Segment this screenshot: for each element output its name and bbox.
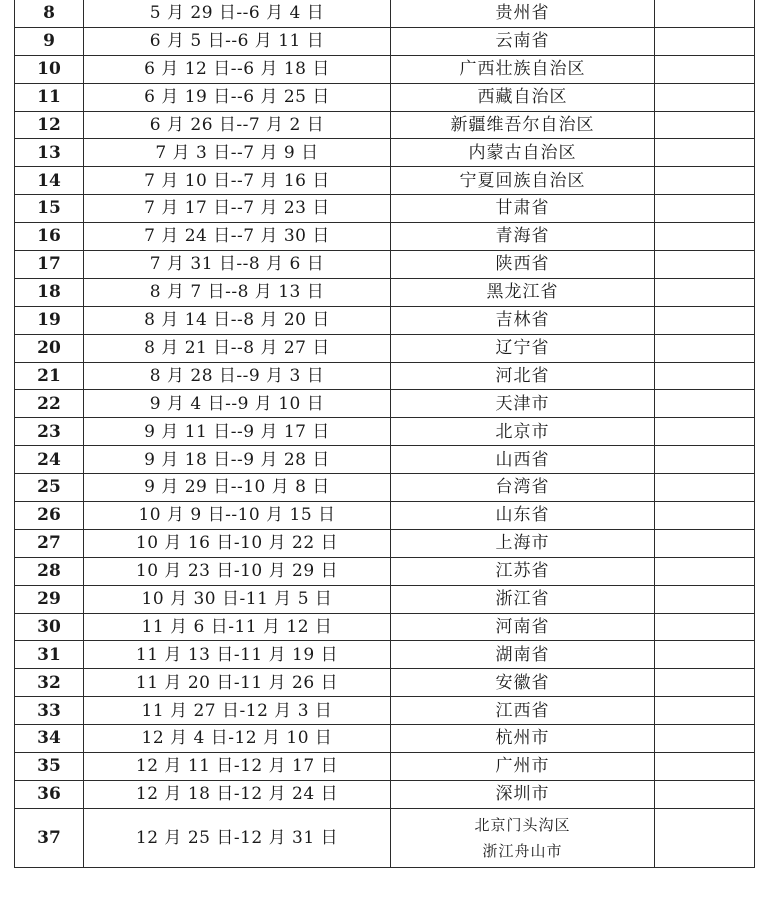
region-cell <box>391 306 655 334</box>
date-range-cell: 5 月 29 日--6 月 4 日 <box>84 0 391 27</box>
region-cell <box>391 223 655 251</box>
region-name: 宁夏回族自治区 <box>459 170 586 191</box>
table-row <box>15 306 755 334</box>
region-cell <box>391 27 655 55</box>
region-name: 浙江舟山市 <box>482 841 563 860</box>
region-name: 新疆维吾尔自治区 <box>450 114 595 135</box>
region-cell <box>391 557 655 585</box>
table-row <box>15 362 755 390</box>
date-range-cell: 9 月 4 日--9 月 10 日 <box>84 390 391 418</box>
table-row <box>15 529 755 557</box>
date-range-cell: 8 月 7 日--8 月 13 日 <box>84 278 391 306</box>
table-row <box>15 223 755 251</box>
remarks-cell <box>655 808 755 867</box>
table-row <box>15 334 755 362</box>
remarks-cell <box>655 529 755 557</box>
row-number-cell: 24 <box>15 446 84 474</box>
row-number-cell: 18 <box>15 278 84 306</box>
region-cell <box>391 83 655 111</box>
date-range-cell: 6 月 5 日--6 月 11 日 <box>84 27 391 55</box>
region-name: 青海省 <box>495 226 550 247</box>
region-cell <box>391 669 655 697</box>
table-row <box>15 808 755 867</box>
remarks-cell <box>655 223 755 251</box>
row-number-cell: 28 <box>15 557 84 585</box>
region-name: 河北省 <box>495 365 550 386</box>
region-name: 天津市 <box>495 393 550 414</box>
row-number-cell: 19 <box>15 306 84 334</box>
region-cell <box>391 251 655 279</box>
remarks-cell <box>655 474 755 502</box>
remarks-cell <box>655 390 755 418</box>
date-range-cell: 9 月 18 日--9 月 28 日 <box>84 446 391 474</box>
date-range-cell: 6 月 19 日--6 月 25 日 <box>84 83 391 111</box>
region-name: 山西省 <box>495 449 550 470</box>
date-range-cell: 10 月 23 日-10 月 29 日 <box>84 557 391 585</box>
region-cell <box>391 362 655 390</box>
row-number-cell: 34 <box>15 725 84 753</box>
region-cell <box>391 613 655 641</box>
date-range-cell: 9 月 11 日--9 月 17 日 <box>84 418 391 446</box>
row-number-cell: 35 <box>15 753 84 781</box>
region-cell <box>391 502 655 530</box>
row-number-cell: 20 <box>15 334 84 362</box>
remarks-cell <box>655 725 755 753</box>
date-range-cell: 12 月 4 日-12 月 10 日 <box>84 725 391 753</box>
region-cell <box>391 697 655 725</box>
remarks-cell <box>655 502 755 530</box>
schedule-table <box>14 0 755 868</box>
remarks-cell <box>655 362 755 390</box>
region-name: 西藏自治区 <box>477 86 568 107</box>
remarks-cell <box>655 111 755 139</box>
date-range-cell: 7 月 17 日--7 月 23 日 <box>84 195 391 223</box>
remarks-cell <box>655 83 755 111</box>
date-range-cell: 10 月 9 日--10 月 15 日 <box>84 502 391 530</box>
row-number-cell: 16 <box>15 223 84 251</box>
region-name: 河南省 <box>495 616 550 637</box>
date-range-cell: 11 月 20 日-11 月 26 日 <box>84 669 391 697</box>
table-row <box>15 167 755 195</box>
table-row <box>15 55 755 83</box>
row-number-cell: 29 <box>15 585 84 613</box>
date-range-cell: 7 月 31 日--8 月 6 日 <box>84 251 391 279</box>
date-range-cell: 11 月 27 日-12 月 3 日 <box>84 697 391 725</box>
region-cell <box>391 753 655 781</box>
region-name: 台湾省 <box>495 477 550 498</box>
region-cell <box>391 725 655 753</box>
table-row <box>15 557 755 585</box>
region-name: 云南省 <box>495 31 550 52</box>
date-range-cell: 11 月 6 日-11 月 12 日 <box>84 613 391 641</box>
table-row <box>15 195 755 223</box>
table-row <box>15 585 755 613</box>
remarks-cell <box>655 195 755 223</box>
table-row <box>15 27 755 55</box>
date-range-cell: 11 月 13 日-11 月 19 日 <box>84 641 391 669</box>
date-range-cell: 12 月 18 日-12 月 24 日 <box>84 780 391 808</box>
region-cell <box>391 334 655 362</box>
remarks-cell <box>655 753 755 781</box>
table-row <box>15 669 755 697</box>
remarks-cell <box>655 334 755 362</box>
date-range-cell: 12 月 11 日-12 月 17 日 <box>84 753 391 781</box>
remarks-cell <box>655 641 755 669</box>
remarks-cell <box>655 780 755 808</box>
table-row <box>15 725 755 753</box>
region-cell <box>391 390 655 418</box>
date-range-cell: 12 月 25 日-12 月 31 日 <box>84 808 391 867</box>
schedule-document <box>14 0 750 890</box>
region-cell <box>391 808 655 867</box>
remarks-cell <box>655 0 755 27</box>
date-range-cell: 7 月 3 日--7 月 9 日 <box>84 139 391 167</box>
region-cell <box>391 195 655 223</box>
row-number-cell: 36 <box>15 780 84 808</box>
remarks-cell <box>655 557 755 585</box>
remarks-cell <box>655 613 755 641</box>
region-name: 北京门头沟区 <box>474 815 571 834</box>
table-row <box>15 418 755 446</box>
row-number-cell: 25 <box>15 474 84 502</box>
date-range-cell: 9 月 29 日--10 月 8 日 <box>84 474 391 502</box>
table-row <box>15 83 755 111</box>
table-row <box>15 753 755 781</box>
region-name: 上海市 <box>495 533 550 554</box>
region-name: 陕西省 <box>495 254 550 275</box>
table-row <box>15 780 755 808</box>
date-range-cell: 6 月 12 日--6 月 18 日 <box>84 55 391 83</box>
table-row <box>15 278 755 306</box>
table-row <box>15 139 755 167</box>
region-name: 黑龙江省 <box>486 282 559 303</box>
row-number-cell: 22 <box>15 390 84 418</box>
row-number-cell: 17 <box>15 251 84 279</box>
remarks-cell <box>655 669 755 697</box>
region-cell <box>391 418 655 446</box>
region-name: 贵州省 <box>495 3 550 24</box>
row-number-cell: 26 <box>15 502 84 530</box>
row-number-cell: 23 <box>15 418 84 446</box>
remarks-cell <box>655 278 755 306</box>
region-name: 甘肃省 <box>495 198 550 219</box>
table-row <box>15 474 755 502</box>
row-number-cell: 37 <box>15 808 84 867</box>
date-range-cell: 10 月 30 日-11 月 5 日 <box>84 585 391 613</box>
region-name: 内蒙古自治区 <box>468 142 577 163</box>
table-row <box>15 390 755 418</box>
table-row <box>15 641 755 669</box>
row-number-cell: 33 <box>15 697 84 725</box>
region-name: 深圳市 <box>495 784 550 805</box>
row-number-cell: 30 <box>15 613 84 641</box>
row-number-cell: 14 <box>15 167 84 195</box>
remarks-cell <box>655 585 755 613</box>
region-cell <box>391 111 655 139</box>
row-number-cell: 27 <box>15 529 84 557</box>
region-name: 广州市 <box>495 756 550 777</box>
region-name: 辽宁省 <box>495 337 550 358</box>
remarks-cell <box>655 446 755 474</box>
region-name: 北京市 <box>495 421 550 442</box>
table-row <box>15 251 755 279</box>
date-range-cell: 8 月 28 日--9 月 3 日 <box>84 362 391 390</box>
table-row <box>15 111 755 139</box>
remarks-cell <box>655 139 755 167</box>
remarks-cell <box>655 418 755 446</box>
region-cell <box>391 278 655 306</box>
region-name: 山东省 <box>495 505 550 526</box>
date-range-cell: 6 月 26 日--7 月 2 日 <box>84 111 391 139</box>
table-row <box>15 697 755 725</box>
date-range-cell: 8 月 21 日--8 月 27 日 <box>84 334 391 362</box>
region-cell <box>391 0 655 27</box>
region-cell <box>391 139 655 167</box>
region-cell <box>391 585 655 613</box>
date-range-cell: 10 月 16 日-10 月 22 日 <box>84 529 391 557</box>
date-range-cell: 7 月 24 日--7 月 30 日 <box>84 223 391 251</box>
region-cell <box>391 446 655 474</box>
row-number-cell: 12 <box>15 111 84 139</box>
table-row <box>15 0 755 27</box>
schedule-table-body <box>15 0 755 867</box>
date-range-cell: 8 月 14 日--8 月 20 日 <box>84 306 391 334</box>
region-cell <box>391 529 655 557</box>
row-number-cell: 32 <box>15 669 84 697</box>
row-number-cell: 31 <box>15 641 84 669</box>
remarks-cell <box>655 306 755 334</box>
region-name: 广西壮族自治区 <box>459 59 586 80</box>
row-number-cell: 11 <box>15 83 84 111</box>
table-row <box>15 613 755 641</box>
row-number-cell: 8 <box>15 0 84 27</box>
row-number-cell: 13 <box>15 139 84 167</box>
region-name: 吉林省 <box>495 310 550 331</box>
row-number-cell: 10 <box>15 55 84 83</box>
region-name: 江西省 <box>495 700 550 721</box>
row-number-cell: 9 <box>15 27 84 55</box>
region-name: 江苏省 <box>495 561 550 582</box>
remarks-cell <box>655 27 755 55</box>
region-cell <box>391 780 655 808</box>
region-name: 浙江省 <box>495 588 550 609</box>
region-cell <box>391 474 655 502</box>
row-number-cell: 15 <box>15 195 84 223</box>
table-row <box>15 446 755 474</box>
region-name: 湖南省 <box>495 644 550 665</box>
region-name: 杭州市 <box>495 728 550 749</box>
remarks-cell <box>655 251 755 279</box>
table-row <box>15 502 755 530</box>
remarks-cell <box>655 55 755 83</box>
remarks-cell <box>655 697 755 725</box>
date-range-cell: 7 月 10 日--7 月 16 日 <box>84 167 391 195</box>
row-number-cell: 21 <box>15 362 84 390</box>
remarks-cell <box>655 167 755 195</box>
region-cell <box>391 167 655 195</box>
region-cell <box>391 55 655 83</box>
region-name: 安徽省 <box>495 672 550 693</box>
region-cell <box>391 641 655 669</box>
